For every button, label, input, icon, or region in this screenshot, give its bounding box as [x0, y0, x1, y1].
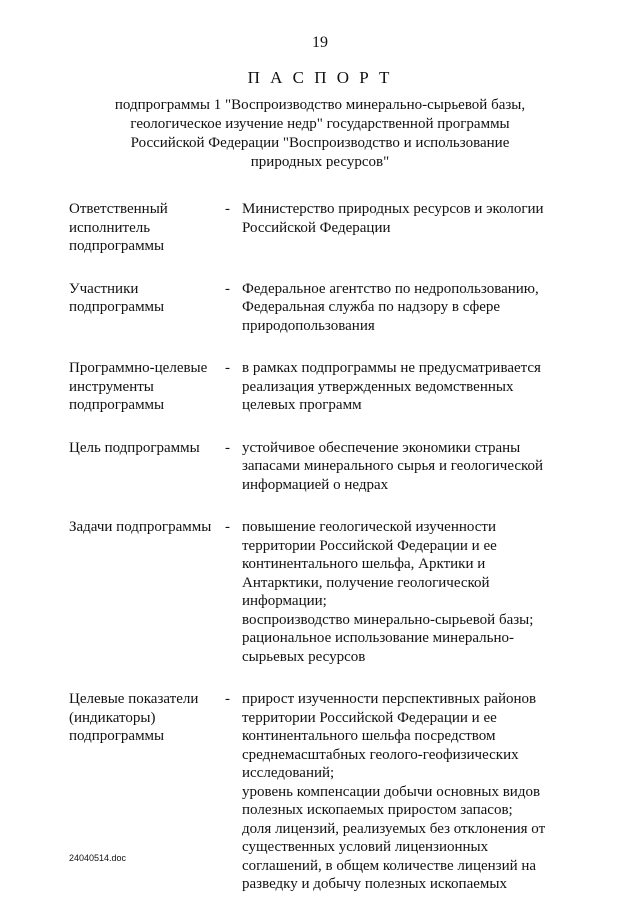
row-value [242, 690, 569, 894]
row-value-line: Антарктики, получение геологической [242, 574, 490, 591]
row-value-line: целевых программ [242, 397, 362, 413]
passport-table [69, 200, 569, 918]
passport-row [69, 439, 569, 495]
page-number: 19 [312, 34, 328, 51]
row-label-line: Участники [69, 280, 139, 297]
row-label [69, 200, 225, 256]
row-value-line: уровень компенсации добычи основных видов [242, 783, 541, 800]
row-value [242, 200, 569, 256]
row-label-line: инструменты [69, 378, 154, 395]
row-value-line: в рамках подпрограммы не предусматривается [242, 360, 541, 376]
row-value-line: Министерство природных ресурсов и экологии [242, 201, 544, 217]
row-value-line: информацией о недрах [242, 476, 389, 493]
row-label-line: Программно-целевые [69, 360, 208, 376]
row-label-line: Задачи подпрограммы [69, 519, 212, 535]
row-value-line: рациональное использование минерально- [242, 630, 514, 646]
row-separator-dash: - [225, 360, 230, 376]
row-value-line: разведку и добычу полезных ископаемых [242, 876, 507, 892]
row-value-line: Федеральное агентство по недропользованию, [242, 280, 539, 297]
row-value-line: устойчивое обеспечение экономики страны [242, 439, 521, 456]
row-value-line: существенных условий лицензионных [242, 839, 489, 855]
row-separator-dash: - [225, 280, 230, 297]
passport-row [69, 518, 569, 666]
row-value-line: территории Российской Федерации и ее [242, 537, 497, 554]
row-label-line: подпрограммы [69, 299, 165, 315]
row-separator-dash: - [225, 691, 230, 707]
subtitle-line: природных ресурсов" [250, 154, 390, 170]
row-value [242, 359, 569, 415]
row-label [69, 359, 225, 415]
row-value [242, 439, 569, 495]
row-label-line: Целевые показатели [69, 691, 199, 707]
row-separator-dash: - [225, 201, 230, 217]
passport-row [69, 359, 569, 415]
row-value-line: среднемасштабных геолого-геофизических [242, 746, 519, 763]
row-label-line: Ответственный [69, 201, 168, 217]
row-label-line: подпрограммы [69, 397, 165, 413]
row-separator-dash: - [225, 439, 230, 456]
passport-row [69, 690, 569, 894]
row-value-line: запасами минерального сырья и геологической [242, 458, 544, 474]
row-separator-dash: - [225, 519, 230, 535]
row-value [242, 518, 569, 666]
passport-row [69, 280, 569, 336]
row-label-line: исполнитель [69, 219, 151, 236]
row-value-line: исследований; [242, 765, 335, 781]
row-label [69, 280, 225, 336]
row-label-line: (индикаторы) [69, 709, 156, 726]
passport-row [69, 200, 569, 256]
row-label-line: Цель подпрограммы [69, 439, 200, 456]
row-value-line: реализация утвержденных ведомственных [242, 378, 514, 395]
row-value-line: информации; [242, 593, 327, 609]
row-value-line: прирост изученности перспективных районов [242, 691, 537, 707]
row-value-line: полезных ископаемых приростом запасов; [242, 802, 513, 818]
row-value-line: сырьевых ресурсов [242, 648, 366, 665]
row-value-line: воспроизводство минерально-сырьевой базы; [242, 611, 534, 628]
row-label [69, 518, 225, 666]
row-value-line: континентального шельфа, Арктики и [242, 556, 486, 572]
row-value-line: повышение геологической изученности [242, 519, 496, 535]
row-value-line: континентального шельфа посредством [242, 728, 496, 744]
row-value-line: территории Российской Федерации и ее [242, 709, 497, 726]
document-subtitle [96, 96, 544, 172]
row-value [242, 280, 569, 336]
row-value-line: соглашений, в общем количестве лицензий на [242, 857, 537, 874]
footer-filename: 24040514.doc [69, 853, 127, 863]
row-value-line: доля лицензий, реализуемых без отклонения от [242, 820, 546, 837]
row-value-line: природопользования [242, 317, 375, 334]
document-title: П А С П О Р Т [247, 68, 393, 87]
subtitle-line: Российской Федерации "Воспроизводство и использование [130, 135, 510, 151]
row-value-line: Федеральная служба по надзору в сфере [242, 299, 501, 315]
row-label-line: подпрограммы [69, 728, 165, 744]
row-label-line: подпрограммы [69, 238, 165, 254]
subtitle-line: геологическое изучение недр" государственной программы [130, 116, 510, 132]
row-value-line: Российской Федерации [242, 219, 391, 236]
row-label [69, 439, 225, 495]
subtitle-line: подпрограммы 1 "Воспроизводство минерально-сырьевой базы, [114, 97, 526, 113]
